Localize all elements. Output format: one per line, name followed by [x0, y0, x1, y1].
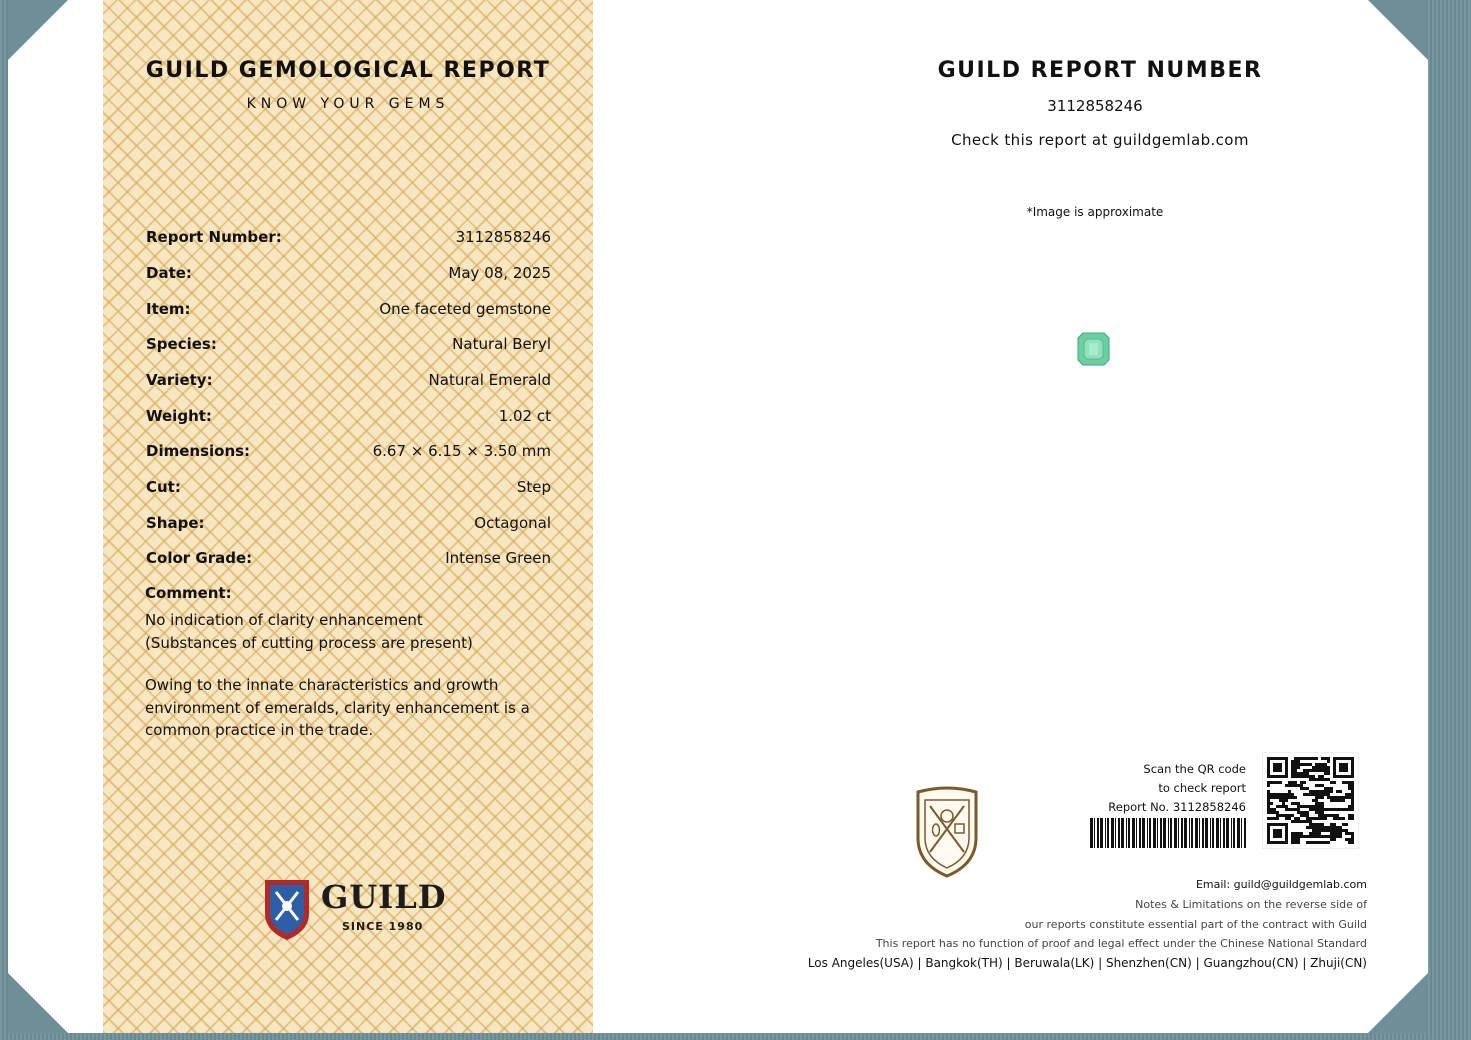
guild-logo-word: GUILD: [321, 878, 447, 916]
image-approx-note: *Image is approximate: [1026, 205, 1164, 219]
qr-instruction: to check report: [1158, 781, 1246, 795]
field-species: [146, 333, 551, 355]
field-value: 1.02 ct: [498, 407, 551, 425]
report-title: GUILD GEMOLOGICAL REPORT: [145, 58, 551, 83]
field-color-grade: [146, 547, 551, 569]
corner-tab: [1368, 973, 1428, 1033]
field-value: Step: [516, 478, 551, 496]
report-number-title: GUILD REPORT NUMBER: [937, 58, 1263, 83]
comment-line: (Substances of cutting process are present): [145, 634, 473, 652]
field-value: 3112858246: [455, 228, 551, 246]
comment-text: [145, 609, 545, 655]
field-label: Weight:: [146, 407, 212, 425]
report-number-value: 3112858246: [1047, 97, 1143, 115]
corner-tab: [8, 0, 68, 60]
report-details-panel: [103, 0, 593, 1033]
barcode: [1090, 818, 1247, 848]
field-label: Variety:: [146, 371, 213, 389]
field-label: Item:: [146, 300, 191, 318]
qr-code[interactable]: [1262, 752, 1359, 849]
field-value: One faceted gemstone: [379, 300, 551, 318]
guild-logo: [261, 876, 447, 942]
field-value: Octagonal: [474, 514, 551, 532]
field-weight: [146, 405, 551, 427]
qr-instruction: Scan the QR code: [1143, 762, 1246, 776]
field-value: 6.67 × 6.15 × 3.50 mm: [372, 442, 551, 460]
field-value: Natural Emerald: [428, 371, 551, 389]
guild-shield-icon: [261, 876, 313, 942]
guild-logo-since: SINCE 1980: [342, 920, 424, 933]
report-subtitle: KNOW YOUR GEMS: [246, 96, 450, 112]
corner-tab: [1368, 0, 1428, 60]
field-report-number: [146, 226, 551, 248]
field-label: Species:: [146, 335, 217, 353]
notes-line: This report has no function of proof and legal effect under the Chinese National Standard: [875, 937, 1367, 950]
field-item: [146, 298, 551, 320]
field-cut: [146, 476, 551, 498]
comment-label: Comment:: [145, 584, 232, 602]
contact-email[interactable]: Email: guild@guildgemlab.com: [1195, 878, 1367, 891]
field-label: Dimensions:: [146, 442, 251, 460]
field-label: Report Number:: [146, 228, 282, 246]
field-value: May 08, 2025: [448, 264, 551, 282]
field-label: Date:: [146, 264, 192, 282]
notes-line: our reports constitute essential part of the contract with Guild: [1024, 918, 1367, 931]
lab-locations: Los Angeles(USA) | Bangkok(TH) | Beruwala(LK) | Shenzhen(CN) | Guangzhou(CN) | Zhuji(CN): [807, 956, 1367, 970]
field-value: Intense Green: [445, 549, 551, 567]
qr-report-number: Report No. 3112858246: [1108, 800, 1246, 814]
field-label: Cut:: [146, 478, 181, 496]
field-shape: [146, 512, 551, 534]
field-date: [146, 262, 551, 284]
corner-tab: [8, 973, 68, 1033]
emerald-gem-image: [1077, 332, 1110, 366]
check-report-link[interactable]: Check this report at guildgemlab.com: [951, 131, 1249, 149]
field-label: Shape:: [146, 514, 205, 532]
field-variety: [146, 369, 551, 391]
notes-line: Notes & Limitations on the reverse side of: [1135, 898, 1367, 911]
field-value: Natural Beryl: [452, 335, 551, 353]
field-dimensions: [146, 440, 551, 462]
guild-crest-icon: [912, 786, 982, 878]
comment-line: No indication of clarity enhancement: [145, 611, 423, 629]
emerald-note: Owing to the innate characteristics and growth environment of emeralds, clarity enhancement is a common practice in the trade.: [145, 676, 530, 739]
field-label: Color Grade:: [146, 549, 253, 567]
